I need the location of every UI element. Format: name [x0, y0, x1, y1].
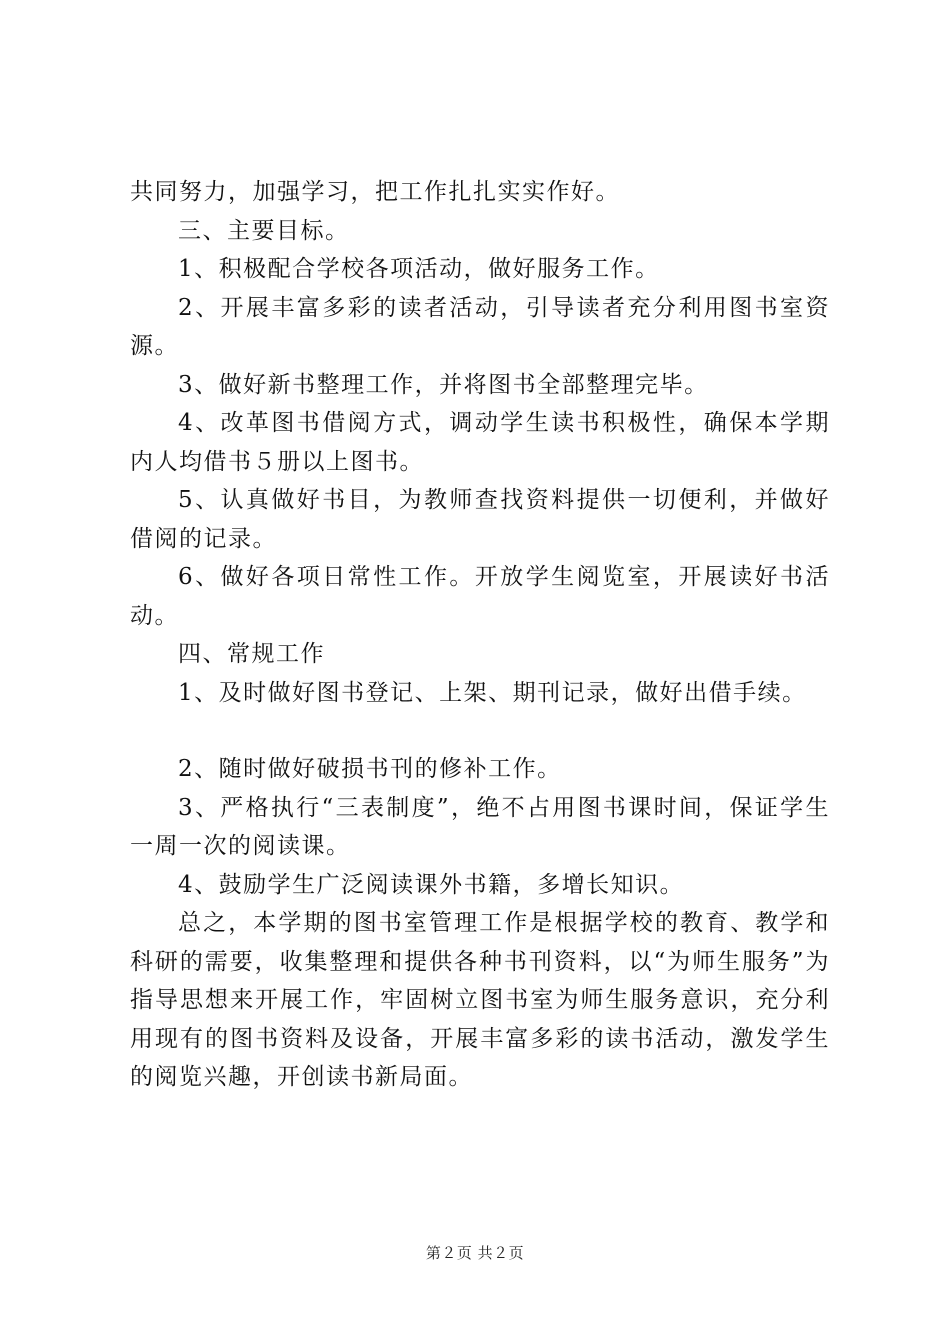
goal-item-2: 2、开展丰富多彩的读者活动，引导读者充分利用图书室资源。	[130, 294, 830, 359]
paragraph-continuation: 共同努力，加强学习，把工作扎扎实实作好。	[130, 179, 620, 205]
goal-item-5: 5、认真做好书目，为教师查找资料提供一切便利，并做好借阅的记录。	[130, 487, 830, 552]
routine-item-3: 3、严格执行“三表制度”，绝不占用图书课时间，保证学生一周一次的阅读课。	[130, 794, 830, 859]
page-footer: 第２页 共２页	[425, 1244, 525, 1262]
summary-paragraph: 总之，本学期的图书室管理工作是根据学校的教育、教学和科研的需要，收集整理和提供各种书刊资料，以“为师生服务”为指导思想来开展工作，牢固树立图书室为师生服务意识，充分利用现有的图书资料及设备，开展丰富多彩的读书活动，激发学生的阅览兴趣，开创读书新局面。	[130, 910, 830, 1090]
section-heading-goals: 三、主要目标。	[178, 217, 350, 244]
goal-item-6: 6、做好各项日常性工作。开放学生阅览室，开展读好书活动。	[130, 564, 830, 629]
document-body	[130, 173, 830, 1097]
goal-item-3: 3、做好新书整理工作，并将图书全部整理完毕。	[178, 371, 709, 398]
routine-item-2: 2、随时做好破损书刊的修补工作。	[178, 756, 562, 782]
goal-item-4: 4、改革图书借阅方式，调动学生读书积极性，确保本学期内人均借书５册以上图书。	[130, 410, 830, 475]
goal-item-1: 1、积极配合学校各项活动，做好服务工作。	[178, 256, 660, 282]
routine-item-4: 4、鼓励学生广泛阅读课外书籍，多增长知识。	[178, 871, 685, 898]
routine-item-1: 1、及时做好图书登记、上架、期刊记录，做好出借手续。	[178, 679, 807, 706]
section-heading-routine: 四、常规工作	[178, 641, 325, 667]
